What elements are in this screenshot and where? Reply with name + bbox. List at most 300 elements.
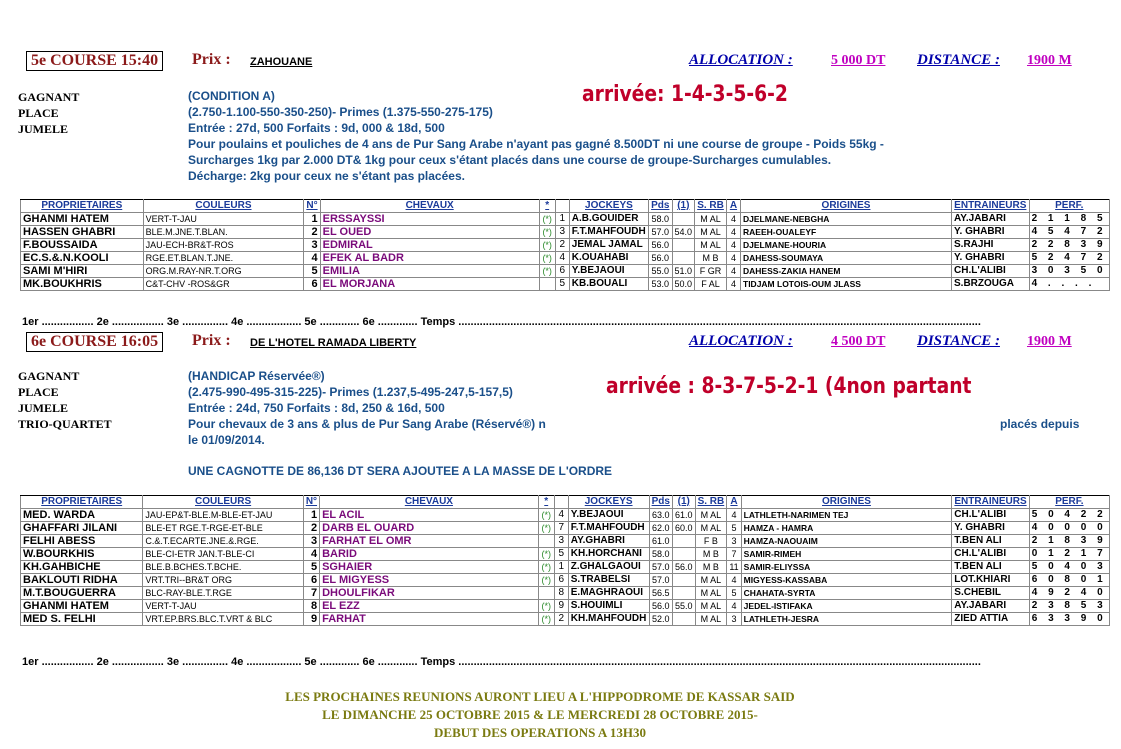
cell-num: 5 xyxy=(303,561,319,574)
cell-perf: 4 5 4 7 2 xyxy=(1029,226,1109,239)
cell-horse: EMILIA xyxy=(320,265,539,278)
cell-a: 4 xyxy=(726,226,740,239)
cell-prop: HASSEN GHABRI xyxy=(21,226,144,239)
cell-col: VRT.EP.BRS.BLC.T.VRT & BLC xyxy=(143,613,303,626)
cell-prop: EC.S.&.N.KOOLI xyxy=(21,252,144,265)
table-header-row xyxy=(21,496,1110,509)
header-col: COULEURS xyxy=(143,200,304,213)
cell-perf: 0 1 2 1 7 xyxy=(1029,548,1109,561)
cell-idx: 7 xyxy=(554,522,568,535)
cell-jockey: F.T.MAHFOUDH xyxy=(568,522,649,535)
cell-star: (*) xyxy=(539,265,555,278)
cell-p1 xyxy=(672,574,695,587)
cell-a: 3 xyxy=(727,535,741,548)
cell-pds: 56.0 xyxy=(649,239,672,252)
header-prop: PROPRIETAIRES xyxy=(21,200,144,213)
cell-srb: M AL xyxy=(695,239,727,252)
cell-jockey: JEMAL JAMAL xyxy=(569,239,648,252)
header-perf: PERF. xyxy=(1029,200,1109,213)
cell-orig: DAHESS-ZAKIA HANEM xyxy=(741,265,952,278)
cell-srb: M AL xyxy=(695,613,727,626)
cell-perf: 3 0 3 5 0 xyxy=(1029,265,1109,278)
cell-pds: 53.0 xyxy=(649,278,672,291)
cell-perf: 4 0 0 0 0 xyxy=(1029,522,1109,535)
cell-num: 2 xyxy=(303,522,319,535)
bet-type: JUMELE xyxy=(18,401,69,415)
cell-prop: MK.BOUKHRIS xyxy=(21,278,144,291)
cell-idx: 6 xyxy=(555,265,569,278)
cell-orig: DJELMANE-HOURIA xyxy=(741,239,952,252)
cell-idx: 8 xyxy=(554,587,568,600)
cell-num: 3 xyxy=(303,535,319,548)
race5-allocation-value: 5 000 DT xyxy=(831,53,886,68)
cell-prop: MED S. FELHI xyxy=(21,613,143,626)
cell-num: 4 xyxy=(304,252,320,265)
cell-col: JAU-EP&T-BLE.M-BLE-ET-JAU xyxy=(143,509,303,522)
cell-srb: M AL xyxy=(695,587,727,600)
cell-p1 xyxy=(672,613,695,626)
cell-horse: FARHAT EL OMR xyxy=(320,535,539,548)
header-horse: CHEVAUX xyxy=(320,200,539,213)
cell-perf: 5 0 4 0 3 xyxy=(1029,561,1109,574)
cell-num: 1 xyxy=(304,213,320,226)
condition-line: (HANDICAP Réservée®) xyxy=(188,369,325,383)
condition-line: le 01/09/2014. xyxy=(188,433,265,447)
bet-type: GAGNANT xyxy=(18,90,80,104)
cell-p1: 56.0 xyxy=(672,561,695,574)
cell-idx: 5 xyxy=(554,548,568,561)
header-num: N° xyxy=(303,496,319,509)
header-p1: (1) xyxy=(672,496,695,509)
bet-type: JUMELE xyxy=(18,122,69,136)
cell-a: 4 xyxy=(726,278,740,291)
condition-line: (2.750-1.100-550-350-250)- Primes (1.375-550-275-175) xyxy=(188,105,493,119)
table-row xyxy=(21,278,1110,291)
cell-star: (*) xyxy=(539,226,555,239)
cell-jockey: AY.GHABRI xyxy=(568,535,649,548)
cell-jockey: S.TRABELSI xyxy=(568,574,649,587)
cell-a: 4 xyxy=(726,239,740,252)
cell-srb: M B xyxy=(695,252,727,265)
race6-table xyxy=(20,495,1110,626)
cell-orig: JEDEL-ISTIFAKA xyxy=(741,600,952,613)
bet-type: PLACE xyxy=(18,106,59,120)
cell-train: ZIED ATTIA xyxy=(952,613,1029,626)
race6-distance-value: 1900 M xyxy=(1027,334,1072,349)
condition-line: Entrée : 27d, 500 Forfaits : 9d, 000 & 18d, 500 xyxy=(188,121,445,135)
header-a: A xyxy=(726,200,740,213)
cell-pds: 63.0 xyxy=(649,509,672,522)
cell-star: (*) xyxy=(538,613,554,626)
cell-orig: RAEEH-OUALEYF xyxy=(741,226,952,239)
cell-perf: 4 9 2 4 0 xyxy=(1029,587,1109,600)
bet-type: PLACE xyxy=(18,385,59,399)
cell-train: AY.JABARI xyxy=(952,600,1029,613)
table-row xyxy=(21,252,1110,265)
header-prop: PROPRIETAIRES xyxy=(21,496,143,509)
header-a: A xyxy=(727,496,741,509)
cell-orig: DJELMANE-NEBGHA xyxy=(741,213,952,226)
condition-line: (2.475-990-495-315-225)- Primes (1.237,5-495-247,5-157,5) xyxy=(188,385,513,399)
cell-p1: 55.0 xyxy=(672,600,695,613)
cell-star: (*) xyxy=(539,213,555,226)
bet-type: TRIO-QUARTET xyxy=(18,417,112,431)
cell-p1: 60.0 xyxy=(672,522,695,535)
cell-p1 xyxy=(672,535,695,548)
race6-title: 6e COURSE 16:05 xyxy=(26,332,163,352)
cell-jockey: KB.BOUALI xyxy=(569,278,648,291)
cell-train: LOT.KHIARI xyxy=(952,574,1029,587)
cell-col: ORG.M.RAY-NR.T.ORG xyxy=(143,265,304,278)
footer-line: LE DIMANCHE 25 OCTOBRE 2015 & LE MERCREDI 28 OCTOBRE 2015- xyxy=(322,707,758,722)
header-p1: (1) xyxy=(672,200,695,213)
race6-result-line: 1er ................. 2e ................. 3e ............... 4e .................. 5e ............. 6e ............. Temps ........................................................................................................................................................................... xyxy=(22,656,981,668)
cell-perf: 2 2 8 3 9 xyxy=(1029,239,1109,252)
cell-srb: F AL xyxy=(695,278,727,291)
table-row xyxy=(21,535,1110,548)
header-pds: Pds xyxy=(649,200,672,213)
race5-arrivee: arrivée: 1-4-3-5-6-2 xyxy=(582,82,788,107)
cell-num: 6 xyxy=(304,278,320,291)
cell-horse: EFEK AL BADR xyxy=(320,252,539,265)
table-row xyxy=(21,574,1110,587)
cell-col: RGE.ET.BLAN.T.JNE. xyxy=(143,252,304,265)
cell-star: (*) xyxy=(538,600,554,613)
cell-srb: M AL xyxy=(695,213,727,226)
cell-perf: 6 0 8 0 1 xyxy=(1029,574,1109,587)
cell-orig: CHAHATA-SYRTA xyxy=(741,587,952,600)
header-train: ENTRAINEURS xyxy=(952,200,1030,213)
cell-pds: 61.0 xyxy=(649,535,672,548)
cell-col: BLE.M.JNE.T.BLAN. xyxy=(143,226,304,239)
table-row xyxy=(21,587,1110,600)
cell-a: 4 xyxy=(727,600,741,613)
cell-a: 4 xyxy=(726,252,740,265)
cell-orig: TIDJAM LOTOIS-OUM JLASS xyxy=(741,278,952,291)
race5-allocation-label: ALLOCATION : xyxy=(689,52,793,68)
cell-star xyxy=(538,587,554,600)
header-perf: PERF. xyxy=(1029,496,1109,509)
cell-p1 xyxy=(672,239,695,252)
footer-line: LES PROCHAINES REUNIONS AURONT LIEU A L'HIPPODROME DE KASSAR SAID xyxy=(285,689,795,704)
cell-srb: M B xyxy=(695,548,727,561)
cell-a: 4 xyxy=(726,265,740,278)
cell-train: S.BRZOUGA xyxy=(952,278,1030,291)
cell-a: 3 xyxy=(727,613,741,626)
cell-num: 8 xyxy=(303,600,319,613)
cell-jockey: E.MAGHRAOUI xyxy=(568,587,649,600)
cell-num: 5 xyxy=(304,265,320,278)
cell-prop: M.T.BOUGUERRA xyxy=(21,587,143,600)
cell-p1 xyxy=(672,548,695,561)
cell-train: CH.L'ALIBI xyxy=(952,265,1030,278)
cell-jockey: Z.GHALGAOUI xyxy=(568,561,649,574)
condition-line: (CONDITION A) xyxy=(188,89,275,103)
cell-train: CH.L'ALIBI xyxy=(952,548,1029,561)
cell-perf: 4 . . . . xyxy=(1029,278,1109,291)
cell-col: VRT.TRI--BR&T ORG xyxy=(143,574,303,587)
cell-train: Y. GHABRI xyxy=(952,252,1030,265)
cell-num: 9 xyxy=(303,613,319,626)
cell-orig: MIGYESS-KASSABA xyxy=(741,574,952,587)
cell-prop: W.BOURKHIS xyxy=(21,548,143,561)
cell-a: 4 xyxy=(726,213,740,226)
cell-perf: 2 3 8 5 3 xyxy=(1029,600,1109,613)
cell-srb: F GR xyxy=(695,265,727,278)
cell-num: 6 xyxy=(303,574,319,587)
cell-prop: F.BOUSSAIDA xyxy=(21,239,144,252)
condition-line: Entrée : 24d, 750 Forfaits : 8d, 250 & 16d, 500 xyxy=(188,401,445,415)
cell-horse: ERSSAYSSI xyxy=(320,213,539,226)
cell-col: BLE-ET RGE.T-RGE-ET-BLE xyxy=(143,522,303,535)
cell-a: 5 xyxy=(727,587,741,600)
cell-idx: 6 xyxy=(554,574,568,587)
cell-prop: SAMI M'HIRI xyxy=(21,265,144,278)
condition-line: Surcharges 1kg par 2.000 DT& 1kg pour ceux s'étant placés dans une course de groupe-Surcharges cumulables. xyxy=(188,153,832,167)
condition-line: Pour poulains et pouliches de 4 ans de Pur Sang Arabe n'ayant pas gagné 8.500DT ni une course de groupe - Poids 55kg - xyxy=(188,137,884,151)
cell-pds: 58.0 xyxy=(649,548,672,561)
table-row xyxy=(21,600,1110,613)
table-row xyxy=(21,548,1110,561)
cell-idx: 3 xyxy=(554,535,568,548)
cell-pds: 56.5 xyxy=(649,587,672,600)
cell-idx: 4 xyxy=(555,252,569,265)
cell-a: 7 xyxy=(727,548,741,561)
cell-horse: EDMIRAL xyxy=(320,239,539,252)
cell-p1: 50.0 xyxy=(672,278,695,291)
cell-prop: BAKLOUTI RIDHA xyxy=(21,574,143,587)
cell-horse: BARID xyxy=(320,548,539,561)
cell-srb: M AL xyxy=(695,600,727,613)
cell-col: VERT-T-JAU xyxy=(143,213,304,226)
cell-p1: 61.0 xyxy=(672,509,695,522)
table-row xyxy=(21,522,1110,535)
race5-distance-value: 1900 M xyxy=(1027,53,1072,68)
cell-train: Y. GHABRI xyxy=(952,226,1030,239)
cell-idx: 1 xyxy=(555,213,569,226)
cell-train: Y. GHABRI xyxy=(952,522,1029,535)
cell-perf: 2 1 8 3 9 xyxy=(1029,535,1109,548)
cell-jockey: KH.HORCHANI xyxy=(568,548,649,561)
cell-col: JAU-ECH-BR&T-ROS xyxy=(143,239,304,252)
cell-pds: 56.0 xyxy=(649,252,672,265)
header-spacer xyxy=(554,496,568,509)
table-row xyxy=(21,265,1110,278)
race6-conditions xyxy=(188,368,546,448)
cell-train: S.RAJHI xyxy=(952,239,1030,252)
table-header-row xyxy=(21,200,1110,213)
cell-srb: F B xyxy=(695,535,727,548)
cell-jockey: A.B.GOUIDER xyxy=(569,213,648,226)
cell-horse: EL OUED xyxy=(320,226,539,239)
header-jockey: JOCKEYS xyxy=(569,200,648,213)
cell-idx: 1 xyxy=(554,561,568,574)
header-horse: CHEVAUX xyxy=(320,496,539,509)
cell-num: 7 xyxy=(303,587,319,600)
cell-horse: DHOULFIKAR xyxy=(320,587,539,600)
cell-srb: M B xyxy=(695,561,727,574)
cell-pds: 57.0 xyxy=(649,574,672,587)
cell-star: (*) xyxy=(538,509,554,522)
cell-train: T.BEN ALI xyxy=(952,535,1029,548)
race6-prix-label: Prix : xyxy=(192,332,231,349)
cell-prop: FELHI ABESS xyxy=(21,535,143,548)
cell-pds: 56.0 xyxy=(649,600,672,613)
header-train: ENTRAINEURS xyxy=(952,496,1029,509)
cell-idx: 9 xyxy=(554,600,568,613)
race5-bet-types xyxy=(18,89,79,137)
bet-type: GAGNANT xyxy=(18,369,80,383)
cell-horse: FARHAT xyxy=(320,613,539,626)
cell-idx: 3 xyxy=(555,226,569,239)
race5-result-line: 1er ................. 2e ................. 3e ............... 4e .................. 5e ............. 6e ............. Temps ........................................................................................................................................................................... xyxy=(22,316,981,328)
cell-orig: HAMZA - HAMRA xyxy=(741,522,952,535)
race6-allocation-value: 4 500 DT xyxy=(831,334,886,349)
cell-col: VERT-T-JAU xyxy=(143,600,303,613)
cell-prop: GHANMI HATEM xyxy=(21,213,144,226)
cell-srb: M AL xyxy=(695,574,727,587)
header-star: * xyxy=(539,200,555,213)
cell-horse: EL ACIL xyxy=(320,509,539,522)
cell-srb: M AL xyxy=(695,226,727,239)
cell-idx: 2 xyxy=(555,239,569,252)
cell-perf: 5 2 4 7 2 xyxy=(1029,252,1109,265)
cell-orig: SAMIR-ELIYSSA xyxy=(741,561,952,574)
header-orig: ORIGINES xyxy=(741,200,952,213)
cell-jockey: Y.BEJAOUI xyxy=(569,265,648,278)
cell-pds: 62.0 xyxy=(649,522,672,535)
race6-allocation-label: ALLOCATION : xyxy=(689,333,793,349)
cell-prop: MED. WARDA xyxy=(21,509,143,522)
cell-star: (*) xyxy=(538,561,554,574)
cell-srb: M AL xyxy=(695,509,727,522)
cell-num: 4 xyxy=(303,548,319,561)
cell-star: (*) xyxy=(539,252,555,265)
table-row xyxy=(21,239,1110,252)
cell-pds: 58.0 xyxy=(649,213,672,226)
cell-orig: LATHLETH-JESRA xyxy=(741,613,952,626)
race6-arrivee: arrivée : 8-3-7-5-2-1 (4non partant xyxy=(606,374,972,399)
cell-horse: EL MIGYESS xyxy=(320,574,539,587)
cell-horse: EL EZZ xyxy=(320,600,539,613)
footer-line: DEBUT DES OPERATIONS A 13H30 xyxy=(434,725,646,740)
cell-col: BLE.B.BCHES.T.BCHE. xyxy=(143,561,303,574)
race5-prix-name: ZAHOUANE xyxy=(250,56,313,68)
header-srb: S. RB xyxy=(695,496,727,509)
cell-prop: GHANMI HATEM xyxy=(21,600,143,613)
cell-pds: 52.0 xyxy=(649,613,672,626)
race6-cagnotte: UNE CAGNOTTE DE 86,136 DT SERA AJOUTEE A LA MASSE DE L'ORDRE xyxy=(188,464,613,478)
cell-num: 1 xyxy=(303,509,319,522)
header-star: * xyxy=(538,496,554,509)
cell-col: C&T-CHV -ROS&GR xyxy=(143,278,304,291)
race6-conditions-tail: placés depuis xyxy=(1000,417,1080,431)
cell-train: T.BEN ALI xyxy=(952,561,1029,574)
cell-perf: 2 1 1 8 5 xyxy=(1029,213,1109,226)
cell-horse: DARB EL OUARD xyxy=(320,522,539,535)
race6-bet-types xyxy=(18,368,112,432)
cell-p1: 54.0 xyxy=(672,226,695,239)
cell-pds: 57.0 xyxy=(649,226,672,239)
header-spacer xyxy=(555,200,569,213)
cell-orig: LATHLETH-NARIMEN TEJ xyxy=(741,509,952,522)
cell-p1: 51.0 xyxy=(672,265,695,278)
cell-horse: EL MORJANA xyxy=(320,278,539,291)
header-srb: S. RB xyxy=(695,200,727,213)
cell-prop: GHAFFARI JILANI xyxy=(21,522,143,535)
cell-srb: M AL xyxy=(695,522,727,535)
cell-p1 xyxy=(672,213,695,226)
cell-col: BLC-RAY-BLE.T.RGE xyxy=(143,587,303,600)
cell-orig: DAHESS-SOUMAYA xyxy=(741,252,952,265)
cell-prop: KH.GAHBICHE xyxy=(21,561,143,574)
header-pds: Pds xyxy=(649,496,672,509)
cell-a: 4 xyxy=(727,509,741,522)
cell-p1 xyxy=(672,587,695,600)
header-orig: ORIGINES xyxy=(741,496,952,509)
cell-star: (*) xyxy=(538,548,554,561)
header-num: N° xyxy=(304,200,320,213)
race6-prix-name: DE L'HOTEL RAMADA LIBERTY xyxy=(250,337,417,349)
table-row xyxy=(21,613,1110,626)
cell-star: (*) xyxy=(539,239,555,252)
table-row xyxy=(21,226,1110,239)
table-row xyxy=(21,213,1110,226)
race5-distance-label: DISTANCE : xyxy=(917,52,1000,68)
cell-jockey: K.OUAHABI xyxy=(569,252,648,265)
header-col: COULEURS xyxy=(143,496,303,509)
cell-a: 11 xyxy=(727,561,741,574)
condition-line: Décharge: 2kg pour ceux ne s'étant pas placées. xyxy=(188,169,465,183)
cell-jockey: KH.MAHFOUDH xyxy=(568,613,649,626)
footer xyxy=(0,688,1080,742)
table-row xyxy=(21,561,1110,574)
cell-star: (*) xyxy=(538,574,554,587)
cell-p1 xyxy=(672,252,695,265)
cell-train: CH.L'ALIBI xyxy=(952,509,1029,522)
cell-perf: 6 3 3 9 0 xyxy=(1029,613,1109,626)
cell-pds: 55.0 xyxy=(649,265,672,278)
cell-jockey: F.T.MAHFOUDH xyxy=(569,226,648,239)
cell-star xyxy=(539,278,555,291)
cell-train: AY.JABARI xyxy=(952,213,1030,226)
cell-jockey: Y.BEJAOUI xyxy=(568,509,649,522)
cell-idx: 4 xyxy=(554,509,568,522)
header-jockey: JOCKEYS xyxy=(568,496,649,509)
condition-line: Pour chevaux de 3 ans & plus de Pur Sang Arabe (Réservé®) n xyxy=(188,417,546,431)
race5-title: 5e COURSE 15:40 xyxy=(26,51,163,71)
table-row xyxy=(21,509,1110,522)
cell-col: BLE-CI-ETR JAN.T-BLE-CI xyxy=(143,548,303,561)
cell-idx: 2 xyxy=(554,613,568,626)
cell-orig: SAMIR-RIMEH xyxy=(741,548,952,561)
cell-num: 3 xyxy=(304,239,320,252)
cell-num: 2 xyxy=(304,226,320,239)
race6-distance-label: DISTANCE : xyxy=(917,333,1000,349)
cell-perf: 5 0 4 2 2 xyxy=(1029,509,1109,522)
cell-idx: 5 xyxy=(555,278,569,291)
cell-star: (*) xyxy=(538,522,554,535)
cell-orig: HAMZA-NAOUAIM xyxy=(741,535,952,548)
cell-col: C.&.T.ECARTE.JNE.&.RGE. xyxy=(143,535,303,548)
cell-star xyxy=(538,535,554,548)
cell-a: 4 xyxy=(727,574,741,587)
cell-a: 5 xyxy=(727,522,741,535)
cell-horse: SGHAIER xyxy=(320,561,539,574)
cell-train: S.CHEBIL xyxy=(952,587,1029,600)
race5-prix-label: Prix : xyxy=(192,51,231,68)
race5-table xyxy=(20,199,1110,291)
